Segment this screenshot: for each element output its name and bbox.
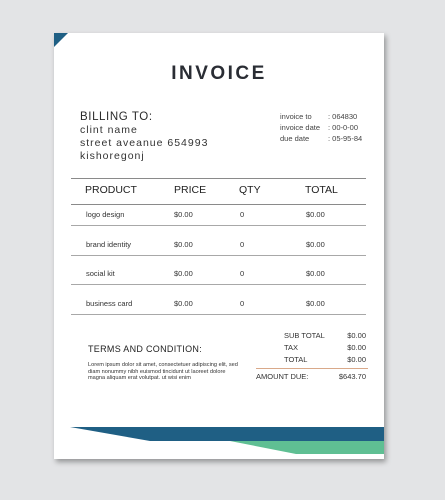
cell-qty: 0 [240,210,245,219]
billing-city: kishoregonj [80,150,145,162]
cell-total: $0.00 [306,240,325,249]
row-divider [71,225,366,226]
cell-total: $0.00 [306,299,325,308]
billing-client-name: clint name [80,124,138,136]
cell-qty: 0 [240,269,245,278]
cell-qty: 0 [240,299,245,308]
header-product: PRODUCT [85,184,137,196]
header-qty: QTY [239,184,261,196]
billing-heading: BILLING TO: [80,111,153,123]
tax-label: TAX [284,343,299,352]
total-value: $0.00 [347,355,366,364]
meta-value: : 00-0-00 [328,123,359,132]
summary-rule [256,368,368,369]
terms-title: TERMS AND CONDITION: [88,344,203,354]
cell-price: $0.00 [174,269,193,278]
footer-green-stripe [230,441,384,454]
meta-invoice-date [280,123,358,132]
subtotal-label: SUB TOTAL [284,331,325,340]
header-total: TOTAL [305,184,338,196]
billing-street: street aveanue 654993 [80,137,209,149]
table-top-rule [71,178,366,179]
cell-product: business card [86,299,133,308]
row-divider [71,314,366,315]
meta-label: due date [280,134,310,143]
row-divider [71,284,366,285]
header-price: PRICE [174,184,207,196]
invoice-title: INVOICE [171,63,267,84]
cell-qty: 0 [240,240,245,249]
cell-price: $0.00 [174,240,193,249]
cell-product: brand identity [86,240,132,249]
footer-band [54,427,384,459]
amount-due-value: $643.70 [338,372,366,381]
corner-accent [54,33,68,47]
table-header-rule [71,204,366,205]
meta-invoice-to [280,112,357,121]
total-label: TOTAL [284,355,308,364]
tax-value: $0.00 [347,343,366,352]
meta-value: : 05-95-84 [328,134,363,143]
cell-price: $0.00 [174,299,193,308]
meta-label: invoice to [280,112,312,121]
subtotal-value: $0.00 [347,331,366,340]
cell-total: $0.00 [306,269,325,278]
invoice-page [54,33,384,459]
cell-product: social kit [86,269,115,278]
cell-product: logo design [86,210,125,219]
cell-price: $0.00 [174,210,193,219]
amount-due-label: AMOUNT DUE: [256,372,309,381]
terms-body: Lorem ipsum dolor sit amet, consectetuer adipiscing elit, sed diam nonummy nibh euismod tincidunt ut laoreet dolore magna aliquam erat volutpat. ut wisi enim [88,362,238,382]
meta-due-date [280,134,362,143]
cell-total: $0.00 [306,210,325,219]
row-divider [71,255,366,256]
meta-label: invoice date [280,123,321,132]
footer-navy-stripe [70,427,384,441]
meta-value: : 064830 [328,112,358,121]
